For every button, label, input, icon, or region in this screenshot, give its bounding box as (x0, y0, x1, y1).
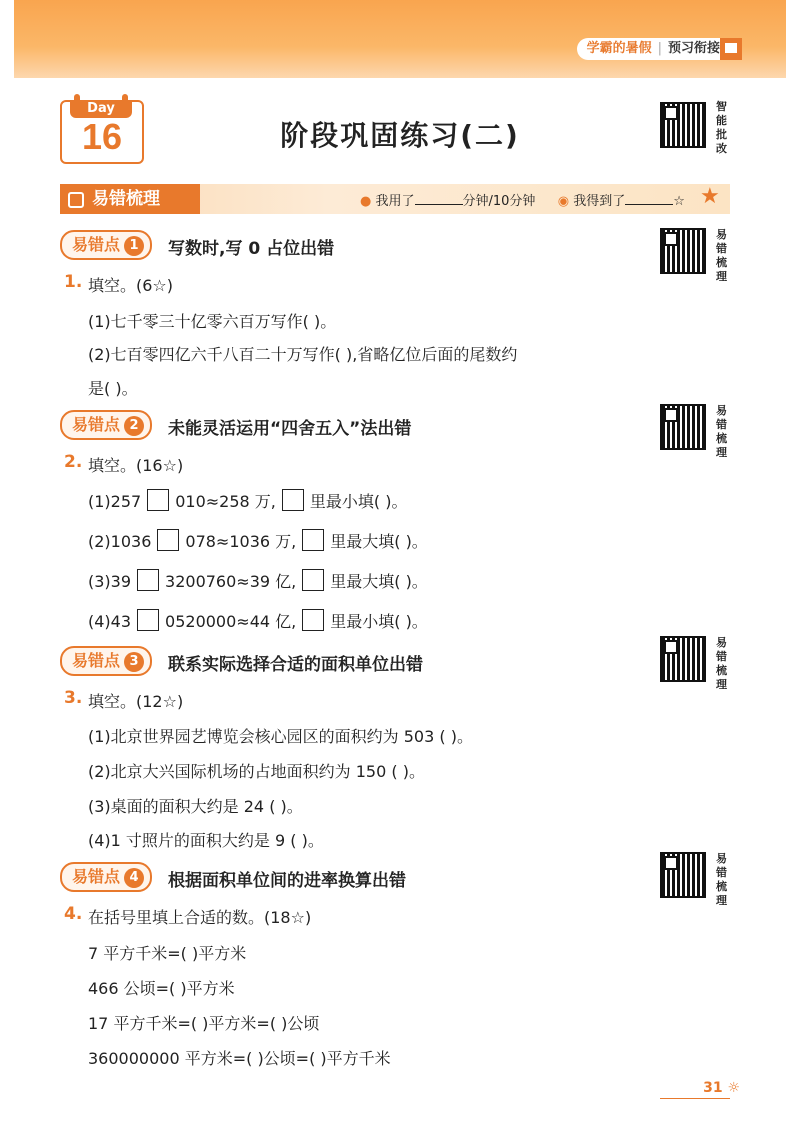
badge-number: 4 (124, 868, 144, 888)
day-number: 16 (81, 116, 123, 157)
score-suffix: ☆ (673, 194, 685, 209)
check-icon: ◉ (557, 194, 570, 209)
error-point-title: 未能灵活运用“四舍五入”法出错 (168, 419, 412, 439)
error-point-badge (60, 862, 152, 892)
qr-code-icon[interactable] (660, 228, 706, 274)
qr-label: 易错梳理 (716, 404, 727, 459)
qr-label: 易错梳理 (716, 852, 727, 907)
question-line: 7 平方千米=( )平方米 (88, 944, 247, 963)
question-text: 填空。(12☆) (88, 692, 184, 711)
question-number: 4. (64, 904, 83, 924)
question-line: (2)1036 078≈1036 万, 里最大填( )。 (88, 529, 428, 552)
answer-box-ref (302, 609, 324, 631)
self-record (360, 190, 685, 209)
question-line: 466 公顷=( )平方米 (88, 979, 235, 998)
answer-box[interactable] (157, 529, 179, 551)
series-title: 学霸的暑假 (586, 41, 652, 56)
question-line: (2)七百零四亿六千八百二十万写作( ),省略亿位后面的尾数约 (88, 345, 518, 364)
page-title: 阶段巩固练习(二) (280, 119, 520, 152)
question-text: 填空。(16☆) (88, 456, 184, 475)
qr-label: 智能批改 (716, 100, 727, 155)
question-text: 填空。(6☆) (88, 276, 174, 295)
score-blank[interactable] (625, 204, 673, 205)
error-point-title: 联系实际选择合适的面积单位出错 (168, 655, 423, 675)
page-number: 31 ☼ (703, 1080, 740, 1096)
question-line: (3)桌面的面积大约是 24 ( )。 (88, 797, 303, 816)
qr-label: 易错梳理 (716, 228, 727, 283)
error-point-title: 根据面积单位间的进率换算出错 (168, 871, 406, 891)
question-line: (4)1 寸照片的面积大约是 9 ( )。 (88, 831, 324, 850)
qr-code-icon[interactable] (660, 636, 706, 682)
badge-number: 2 (124, 416, 144, 436)
star-icon: ★ (700, 184, 720, 209)
question-line: 17 平方千米=( )平方米=( )公顷 (88, 1014, 320, 1033)
page-number-underline (660, 1098, 730, 1099)
clock-icon: ● (360, 194, 372, 209)
answer-box-ref (302, 569, 324, 591)
series-badge: 学霸的暑假 | 预习衔接 (577, 38, 730, 60)
badge-number: 3 (124, 652, 144, 672)
question-line: (3)39 3200760≈39 亿, 里最大填( )。 (88, 569, 428, 592)
score-prefix: 我得到了 (573, 194, 626, 209)
book-icon (720, 38, 742, 60)
question-number: 1. (64, 272, 83, 292)
question-number: 2. (64, 452, 83, 472)
question-text: 在括号里填上合适的数。(18☆) (88, 908, 312, 927)
qr-code-icon[interactable] (660, 852, 706, 898)
badge-label: 易错点 (72, 651, 121, 670)
badge-label: 易错点 (72, 415, 121, 434)
question-line: (1)七千零三十亿零六百万写作( )。 (88, 312, 337, 331)
qr-code-icon[interactable] (660, 102, 706, 148)
error-point-title: 写数时,写 0 占位出错 (168, 239, 335, 259)
qr-label: 易错梳理 (716, 636, 727, 691)
question-line: (2)北京大兴国际机场的占地面积约为 150 ( )。 (88, 762, 425, 781)
sun-icon: ☼ (727, 1080, 740, 1096)
question-line: (1)北京世界园艺博览会核心园区的面积约为 503 ( )。 (88, 727, 473, 746)
qr-code-icon[interactable] (660, 404, 706, 450)
answer-box-ref (282, 489, 304, 511)
error-point-badge (60, 230, 152, 260)
time-suffix: 分钟/10分钟 (462, 194, 536, 209)
section-label: 易错梳理 (92, 189, 160, 209)
day-label: Day (70, 100, 132, 118)
badge-number: 1 (124, 236, 144, 256)
error-point-badge (60, 410, 152, 440)
answer-box[interactable] (147, 489, 169, 511)
badge-label: 易错点 (72, 867, 121, 886)
list-icon (68, 192, 84, 208)
series-subtitle: 预习衔接 (667, 41, 720, 56)
question-line: (4)43 0520000≈44 亿, 里最小填( )。 (88, 609, 428, 632)
question-line: 360000000 平方米=( )公顷=( )平方千米 (88, 1049, 391, 1068)
answer-box-ref (302, 529, 324, 551)
badge-label: 易错点 (72, 235, 121, 254)
question-number: 3. (64, 688, 83, 708)
time-blank[interactable] (415, 204, 463, 205)
error-point-badge (60, 646, 152, 676)
answer-box[interactable] (137, 569, 159, 591)
section-heading (60, 184, 200, 214)
answer-box[interactable] (137, 609, 159, 631)
question-line: (1)257 010≈258 万, 里最小填( )。 (88, 489, 407, 512)
time-prefix: 我用了 (375, 194, 415, 209)
question-line: 是( )。 (88, 379, 138, 398)
